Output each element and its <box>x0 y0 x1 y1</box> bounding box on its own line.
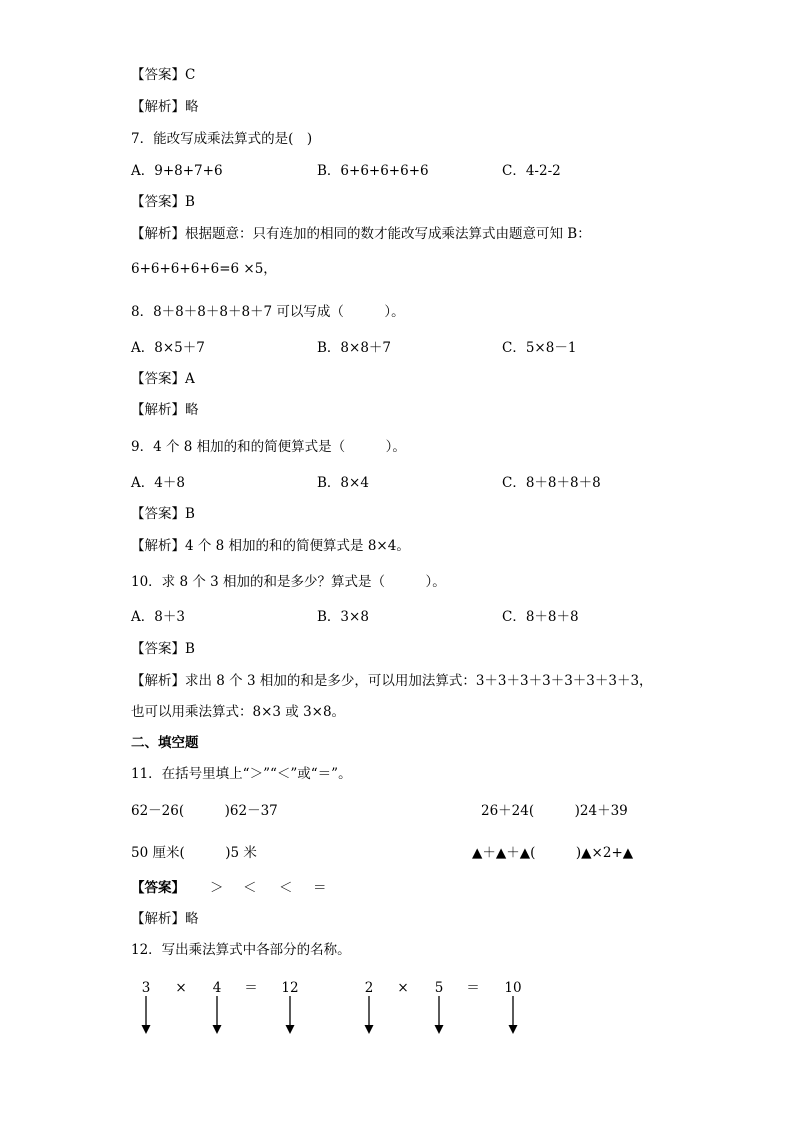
down-arrow-icon <box>433 996 445 1034</box>
q7-option-a: A．9+8+7+6 <box>131 163 223 179</box>
q12-question: 12．写出乘法算式中各部分的名称。 <box>131 942 351 958</box>
q11-answer-label: 【答案】 <box>131 880 185 896</box>
q11-answer-symbol-4: ＝ <box>313 880 327 896</box>
q11-item-2: 26＋24( )24＋39 <box>481 803 628 819</box>
down-arrow-icon <box>211 996 223 1034</box>
q8-option-b: B．8×8＋7 <box>317 340 391 356</box>
q6-answer: 【答案】C <box>131 67 196 83</box>
q9-answer: 【答案】B <box>131 506 195 522</box>
eq1-times-sign: × <box>175 980 187 996</box>
q7-option-c: C．4-2-2 <box>502 163 561 179</box>
q11-analysis: 【解析】略 <box>131 911 199 927</box>
eq2-factor-1: 2 <box>364 980 374 996</box>
q9-question: 9．4 个 8 相加的和的简便算式是（ ）。 <box>131 439 406 455</box>
q11-item-4: ▲＋▲＋▲( )▲×2+▲ <box>472 845 634 861</box>
eq2-equals-sign: ＝ <box>466 980 480 996</box>
q10-question: 10．求 8 个 3 相加的和是多少？算式是（ ）。 <box>131 574 446 590</box>
q8-option-c: C．5×8－1 <box>502 340 577 356</box>
q11-answer-symbol-3: ＜ <box>279 880 293 896</box>
down-arrow-icon <box>284 996 296 1034</box>
section-title: 二、填空题 <box>131 735 199 751</box>
q11-answer-symbol-1: ＞ <box>210 880 224 896</box>
eq2-times-sign: × <box>397 980 409 996</box>
q7-question: 7．能改写成乘法算式的是( ) <box>131 131 313 147</box>
down-arrow-icon <box>363 996 375 1034</box>
q7-analysis-line2: 6+6+6+6+6=6 ×5， <box>131 261 277 277</box>
q8-analysis: 【解析】略 <box>131 402 199 418</box>
q8-option-a: A．8×5＋7 <box>131 340 205 356</box>
q9-analysis: 【解析】4 个 8 相加的和的简便算式是 8×4。 <box>131 538 410 554</box>
eq1-factor-2: 4 <box>212 980 222 996</box>
eq2-factor-2: 5 <box>434 980 444 996</box>
q8-answer: 【答案】A <box>131 371 195 387</box>
eq2-product: 10 <box>504 980 522 996</box>
eq1-product: 12 <box>281 980 299 996</box>
q10-analysis-line1: 【解析】求出 8 个 3 相加的和是多少，可以用加法算式：3＋3＋3＋3＋3＋3＋3＋3， <box>131 673 653 689</box>
q8-question: 8．8＋8＋8＋8＋8＋7 可以写成（ ）。 <box>131 304 405 320</box>
q10-answer: 【答案】B <box>131 641 195 657</box>
q7-answer: 【答案】B <box>131 194 195 210</box>
q7-analysis-line1: 【解析】根据题意：只有连加的相同的数才能改写成乘法算式由题意可知 B： <box>131 226 591 242</box>
eq1-factor-1: 3 <box>141 980 151 996</box>
q10-option-c: C．8＋8＋8 <box>502 609 579 625</box>
down-arrow-icon <box>507 996 519 1034</box>
q11-question: 11．在括号里填上“＞”“＜”或“＝”。 <box>131 766 352 782</box>
q9-option-a: A．4＋8 <box>131 475 185 491</box>
q9-option-b: B．8×4 <box>317 475 369 491</box>
q7-option-b: B．6+6+6+6+6 <box>317 163 429 179</box>
q10-analysis-line2: 也可以用乘法算式：8×3 或 3×8。 <box>131 704 346 720</box>
q11-item-1: 62－26( )62－37 <box>131 803 278 819</box>
eq1-equals-sign: ＝ <box>244 980 258 996</box>
q9-option-c: C．8＋8＋8＋8 <box>502 475 601 491</box>
q11-answer-symbol-2: ＜ <box>243 880 257 896</box>
q10-option-b: B．3×8 <box>317 609 369 625</box>
q11-item-3: 50 厘米( )5 米 <box>131 845 257 861</box>
down-arrow-icon <box>140 996 152 1034</box>
q10-option-a: A．8＋3 <box>131 609 185 625</box>
q6-analysis: 【解析】略 <box>131 99 199 115</box>
